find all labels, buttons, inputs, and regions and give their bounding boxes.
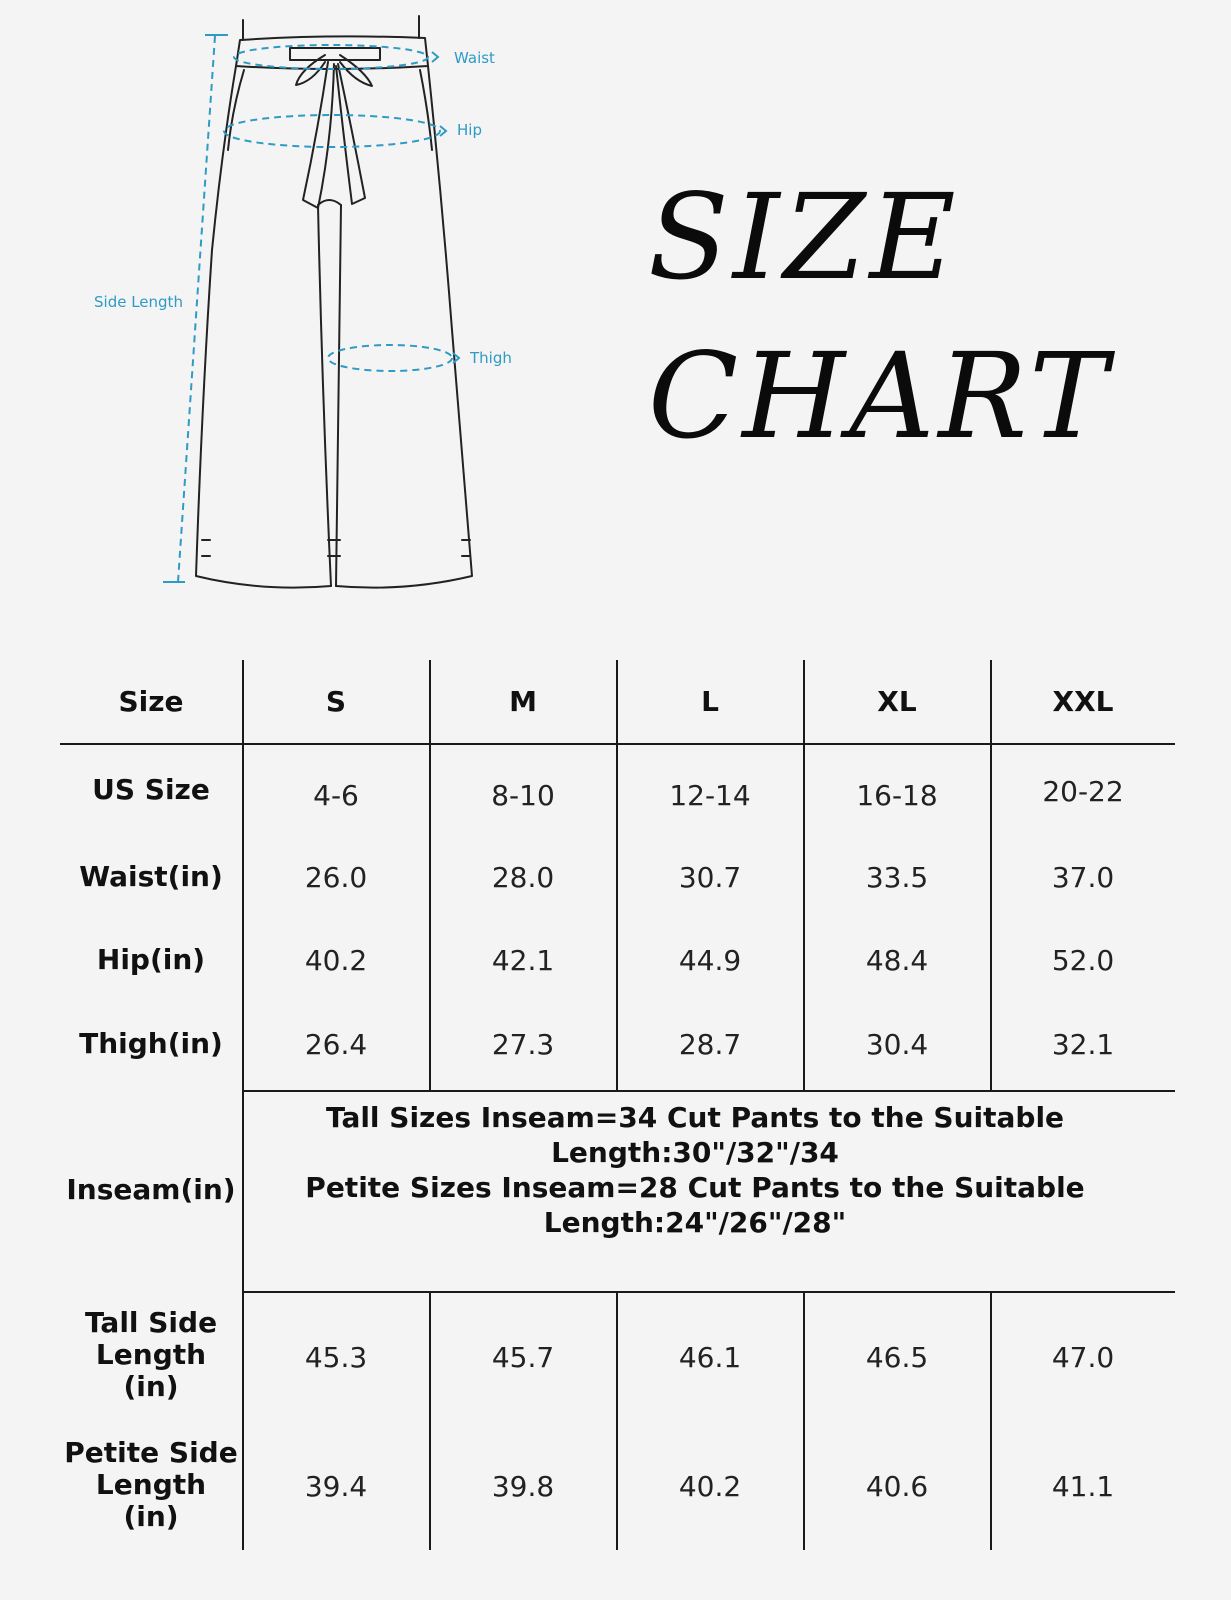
inseam-note: [245, 1100, 1145, 1240]
petite-side-cell: 39.8: [491, 1469, 555, 1503]
hip-cell: 42.1: [491, 943, 555, 977]
waist-cell: 37.0: [1051, 860, 1115, 894]
petite-side-cell: 40.6: [865, 1469, 929, 1503]
title-line-chart: CHART: [648, 327, 1112, 465]
row-label-line: Tall Side: [84, 1305, 218, 1339]
table-divider: [242, 1090, 1175, 1092]
petite-side-cell: 41.1: [1051, 1469, 1115, 1503]
side-length-label: Side Length: [94, 293, 183, 311]
hip-cell: 52.0: [1051, 943, 1115, 977]
tall-side-cell: 45.7: [491, 1340, 555, 1374]
inseam-note-line: Tall Sizes Inseam=34 Cut Pants to the Suitable: [325, 1101, 1065, 1134]
tall-side-cell: 46.5: [865, 1340, 929, 1374]
thigh-label: Thigh: [470, 349, 512, 367]
row-label-line: (in): [123, 1370, 179, 1404]
inseam-note-line: Petite Sizes Inseam=28 Cut Pants to the Suitable: [305, 1171, 1085, 1204]
tall-side-cell: 45.3: [304, 1340, 368, 1374]
row-label-inseam: Inseam(in): [66, 1172, 236, 1206]
thigh-cell: 26.4: [304, 1027, 368, 1061]
tall-side-cell: 46.1: [678, 1340, 742, 1374]
row-label-line: Length: [95, 1337, 207, 1371]
row-label-line: Petite Side: [64, 1435, 238, 1469]
row-label-thigh: Thigh(in): [79, 1026, 223, 1060]
table-divider: [242, 1291, 1175, 1293]
petite-side-cell: 39.4: [304, 1469, 368, 1503]
row-label-us-size: US Size: [92, 772, 210, 806]
size-header-m: M: [509, 685, 537, 718]
us-size-cell: 8-10: [491, 778, 555, 812]
hip-cell: 40.2: [304, 943, 368, 977]
row-label-petite-side-length: [60, 1430, 242, 1540]
thigh-cell: 28.7: [678, 1027, 742, 1061]
row-label-line: (in): [123, 1500, 179, 1534]
size-header-s: S: [325, 685, 347, 718]
size-header-l: L: [701, 685, 719, 718]
hip-cell: 44.9: [678, 943, 742, 977]
title-line-size: SIZE: [648, 168, 960, 306]
row-label-hip: Hip(in): [96, 942, 206, 976]
size-header-xl: XL: [877, 685, 917, 718]
inseam-note-line: Length:24"/26"/28": [543, 1206, 847, 1239]
waist-label: Waist: [454, 49, 495, 67]
inseam-note-line: Length:30"/32"/34: [551, 1136, 839, 1169]
thigh-cell: 30.4: [865, 1027, 929, 1061]
table-divider: [60, 743, 1175, 745]
row-label-line: Length: [95, 1467, 207, 1501]
waist-cell: 26.0: [304, 860, 368, 894]
waist-cell: 28.0: [491, 860, 555, 894]
waist-cell: 33.5: [865, 860, 929, 894]
thigh-cell: 27.3: [491, 1027, 555, 1061]
hip-cell: 48.4: [865, 943, 929, 977]
us-size-cell: 16-18: [856, 778, 938, 812]
hip-label: Hip: [457, 121, 482, 139]
us-size-cell: 4-6: [313, 778, 359, 812]
thigh-cell: 32.1: [1051, 1027, 1115, 1061]
us-size-cell: 12-14: [669, 778, 751, 812]
waist-cell: 30.7: [678, 860, 742, 894]
row-label-tall-side-length: [60, 1300, 242, 1410]
size-header-xxl: XXL: [1052, 685, 1114, 718]
us-size-cell: 20-22: [1042, 774, 1124, 808]
row-label-waist: Waist(in): [79, 859, 223, 893]
petite-side-cell: 40.2: [678, 1469, 742, 1503]
tall-side-cell: 47.0: [1051, 1340, 1115, 1374]
size-header-label: Size: [118, 685, 184, 718]
